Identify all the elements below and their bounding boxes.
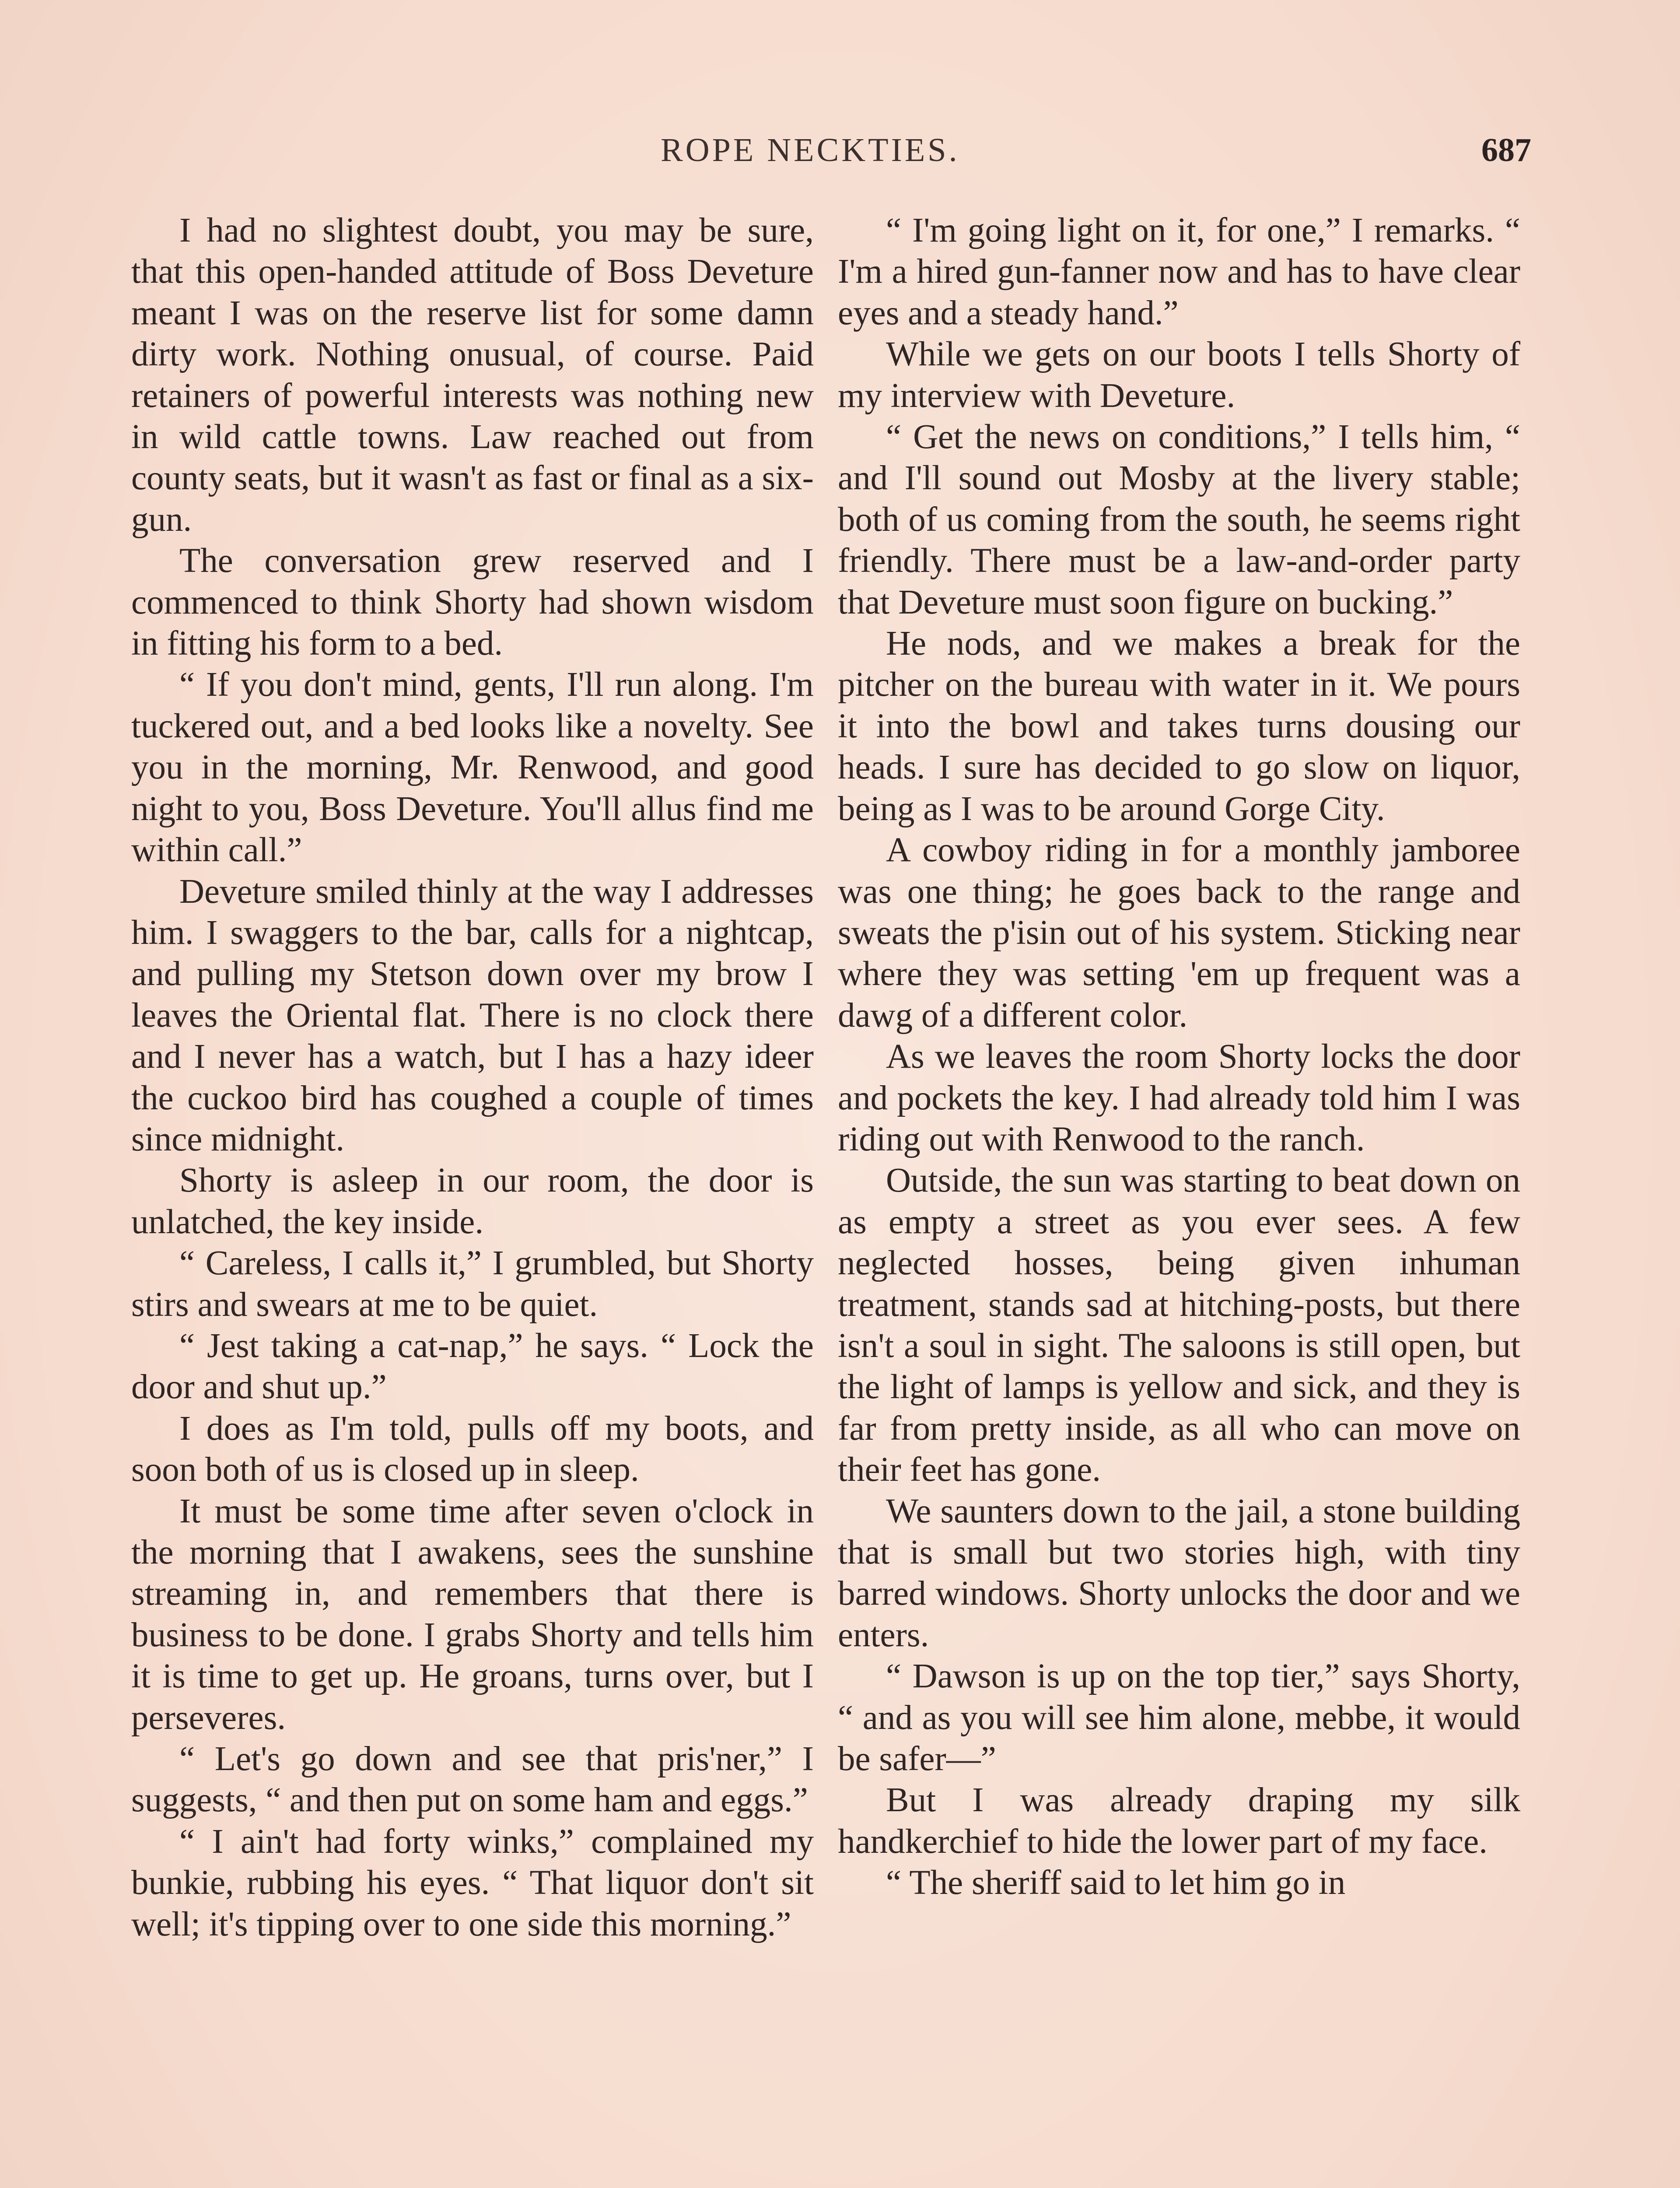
paragraph: A cowboy riding in for a monthly jamboree was one thing; he goes back to the range and sweats the p'isin out of his system. Sticking near where they was setting 'em up frequent was a dawg of a different color. [838, 831, 1520, 1034]
paragraph: I had no slightest doubt, you may be sure, that this open-handed attitude of Boss Deveture meant I was on the reserve list for some damn dirty work. Nothing onusual, of course. Paid retainers of powerful interests was nothing new in wild cattle towns. Law reached out from county seats, but it wasn't as fast or final as a six-gun. [131, 211, 814, 539]
paragraph: We saunters down to the jail, a stone building that is small but two stories high, with tiny barred windows. Shorty unlocks the door and we enters. [838, 1492, 1520, 1654]
right-text-column [838, 210, 1520, 1904]
paragraph: The conversation grew reserved and I commenced to think Shorty had shown wisdom in fitting his form to a bed. [131, 542, 814, 663]
paragraph: Outside, the sun was starting to beat down on as empty a street as you ever sees. A few neglected hosses, being given inhuman treatment, stands sad at hitching-posts, but there isn't a soul in sight. The saloons is still open, but the light of lamps is yellow and sick, and they is far from pretty inside, as all who can move on their feet has gone. [838, 1161, 1520, 1489]
paragraph: It must be some time after seven o'clock in the morning that I awakens, sees the sunshine streaming in, and remembers that there is business to be done. I grabs Shorty and tells him it is time to get up. He groans, turns over, but I perseveres. [131, 1492, 814, 1737]
paragraph: “ I'm going light on it, for one,” I remarks. “ I'm a hired gun-fanner now and has to have clear eyes and a steady hand.” [838, 211, 1520, 332]
paragraph: I does as I'm told, pulls off my boots, and soon both of us is closed up in sleep. [131, 1409, 814, 1489]
paragraph: “ Get the news on conditions,” I tells him, “ and I'll sound out Mosby at the livery stable; both of us coming from the south, he seems right friendly. There must be a law-and-order party that Deveture must soon figure on bucking.” [838, 418, 1520, 621]
paragraph: Deveture smiled thinly at the way I addresses him. I swaggers to the bar, calls for a nightcap, and pulling my Stetson down over my brow I leaves the Oriental flat. There is no clock there and I never has a watch, but I has a hazy ideer the cuckoo bird has coughed a couple of times since midnight. [131, 872, 814, 1158]
left-text-column [131, 210, 814, 1945]
running-title: ROPE NECKTIES. [661, 132, 960, 168]
paragraph: “ Careless, I calls it,” I grumbled, but Shorty stirs and swears at me to be quiet. [131, 1244, 814, 1324]
paragraph: “ Let's go down and see that pris'ner,” I suggests, “ and then put on some ham and eggs.” [131, 1740, 814, 1820]
paragraph: While we gets on our boots I tells Shorty of my interview with Deveture. [838, 335, 1520, 415]
paragraph: But I was already draping my silk handkerchief to hide the lower part of my face. [838, 1781, 1520, 1861]
page-number: 687 [1481, 132, 1531, 168]
paragraph: “ I ain't had forty winks,” complained my bunkie, rubbing his eyes. “ That liquor don't sit well; it's tipping over to one side this morning.” [131, 1822, 814, 1943]
paragraph: He nods, and we makes a break for the pitcher on the bureau with water in it. We pours it into the bowl and takes turns dousing our heads. I sure has decided to go slow on liquor, being as I was to be around Gorge City. [838, 624, 1520, 828]
paragraph: Shorty is asleep in our room, the door is unlatched, the key inside. [131, 1161, 814, 1241]
paragraph: As we leaves the room Shorty locks the door and pockets the key. I had already told him I was riding out with Renwood to the ranch. [838, 1038, 1520, 1158]
paragraph: “ Dawson is up on the top tier,” says Shorty, “ and as you will see him alone, mebbe, it would be safer—” [838, 1657, 1520, 1778]
paragraph: “ If you don't mind, gents, I'll run along. I'm tuckered out, and a bed looks like a novelty. See you in the morning, Mr. Renwood, and good night to you, Boss Deveture. You'll allus find me within call.” [131, 666, 814, 870]
paragraph: “ Jest taking a cat-nap,” he says. “ Lock the door and shut up.” [131, 1326, 814, 1406]
paragraph: “ The sheriff said to let him go in [886, 1864, 1346, 1902]
